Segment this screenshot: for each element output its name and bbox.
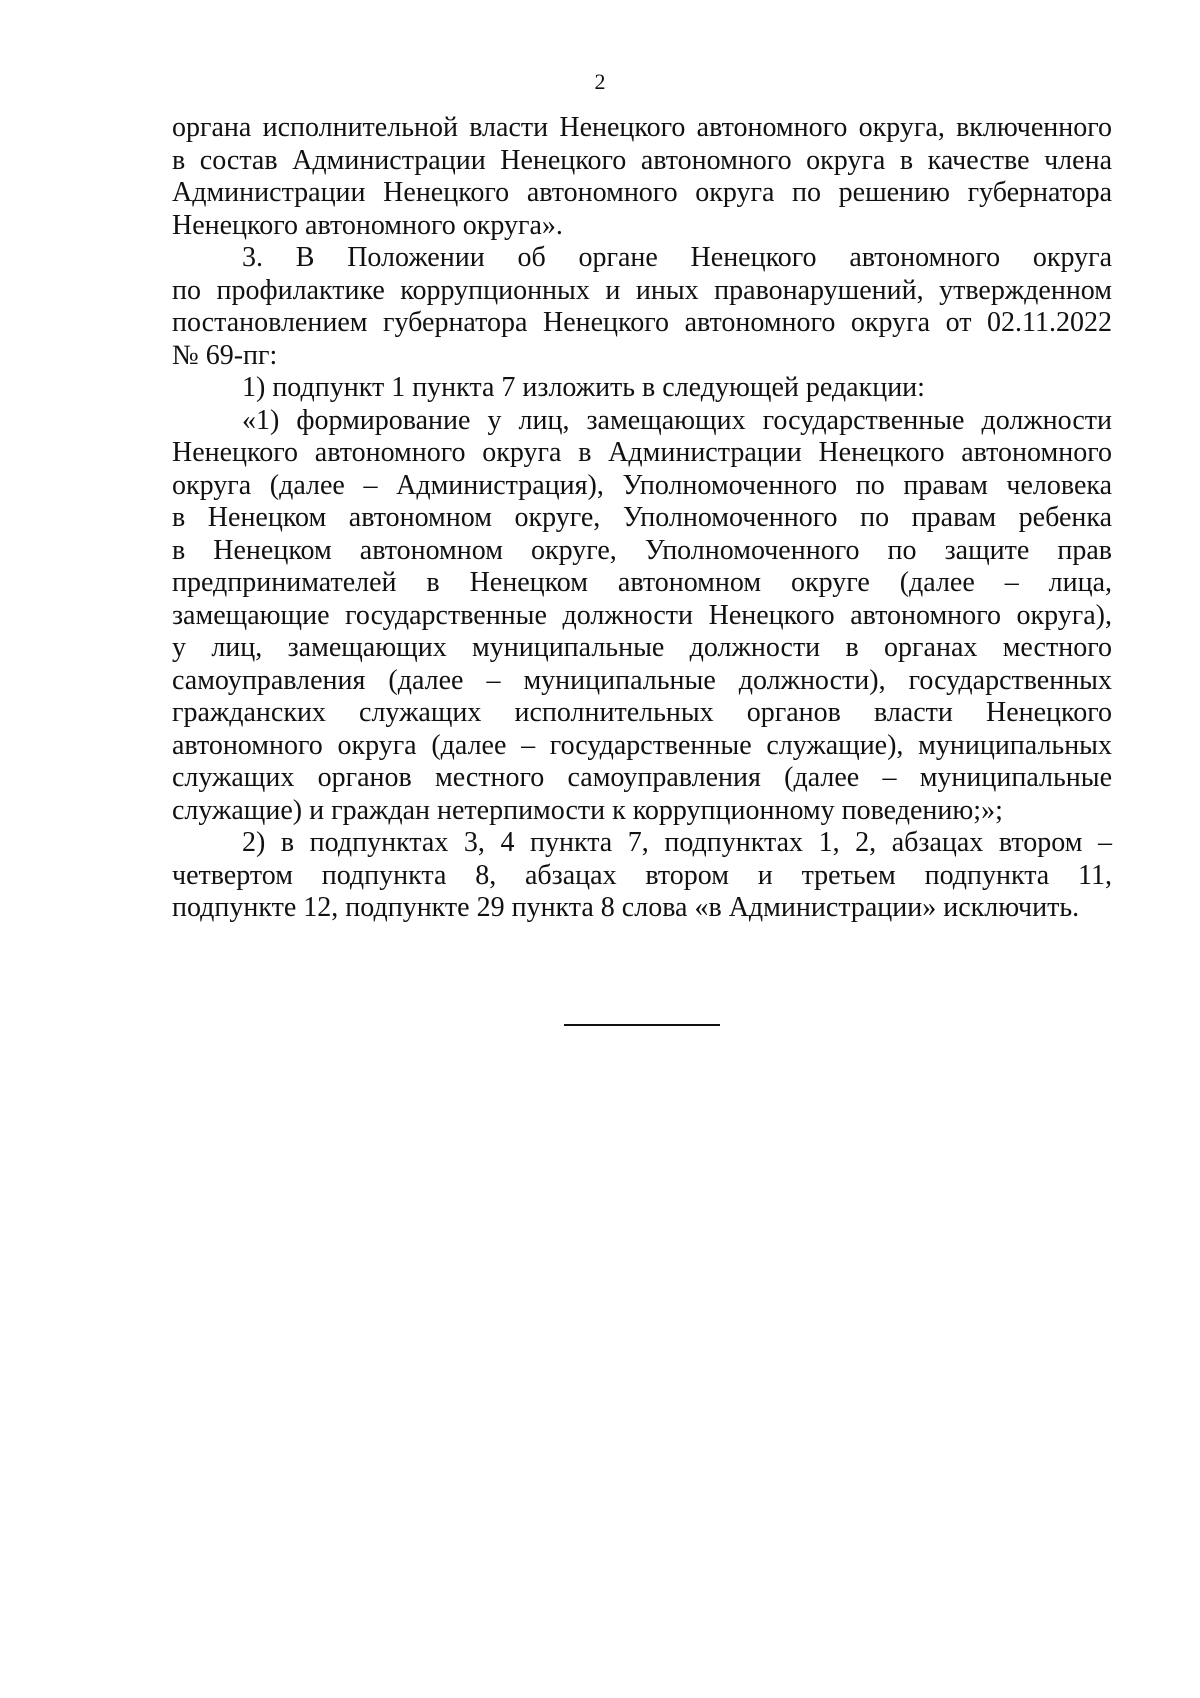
text-line: Ненецкого автономного округа». bbox=[172, 209, 563, 241]
text-line: Администрации Ненецкого автономного округа по решению губернатора bbox=[172, 177, 1112, 208]
end-of-text-rule bbox=[564, 1024, 720, 1026]
text-line: 2) в подпунктах 3, 4 пункта 7, подпунктах 1, 2, абзацах втором – bbox=[242, 827, 1112, 858]
text-line: 1) подпункт 1 пункта 7 изложить в следующей редакции: bbox=[242, 372, 925, 403]
paragraph-item-3 bbox=[172, 242, 1112, 372]
text-line: № 69-пг: bbox=[172, 339, 278, 371]
text-line: служащих органов местного самоуправления (далее – муниципальные bbox=[172, 762, 1112, 793]
text-line: служащие) и граждан нетерпимости к коррупционному поведению;»; bbox=[172, 794, 1003, 826]
text-line: четвертом подпункта 8, абзацах втором и третьем подпункта 11, bbox=[172, 859, 1112, 891]
text-line: предпринимателей в Ненецком автономном округе (далее – лица, bbox=[172, 567, 1112, 598]
text-line: у лиц, замещающих муниципальные должности в органах местного bbox=[172, 632, 1112, 663]
text-line: замещающие государственные должности Ненецкого автономного округа), bbox=[172, 599, 1112, 631]
paragraph-quoted-wording bbox=[172, 405, 1112, 828]
paragraph-subitem-1 bbox=[172, 372, 1112, 405]
text-line: автономного округа (далее – государственные служащие), муниципальных bbox=[172, 729, 1112, 761]
text-line: в состав Администрации Ненецкого автономного округа в качестве члена bbox=[172, 144, 1112, 176]
page-number: 2 bbox=[594, 69, 606, 94]
text-line: «1) формирование у лиц, замещающих государственные должности bbox=[242, 404, 1112, 436]
document-body bbox=[172, 112, 1112, 925]
text-line: постановлением губернатора Ненецкого автономного округа от 02.11.2022 bbox=[172, 307, 1112, 338]
text-line: самоуправления (далее – муниципальные должности), государственных bbox=[172, 664, 1112, 696]
text-line: округа (далее – Администрация), Уполномоченного по правам человека bbox=[172, 469, 1112, 501]
text-line: подпункте 12, подпункте 29 пункта 8 слова «в Администрации» исключить. bbox=[172, 892, 1080, 923]
paragraph-subitem-2 bbox=[172, 827, 1112, 925]
text-line: в Ненецком автономном округе, Уполномоченного по правам ребенка bbox=[172, 502, 1112, 533]
text-line: Ненецкого автономного округа в Администрации Ненецкого автономного bbox=[172, 437, 1112, 468]
text-line: органа исполнительной власти Ненецкого автономного округа, включенного bbox=[172, 112, 1112, 143]
text-line: по профилактике коррупционных и иных правонарушений, утвержденном bbox=[172, 274, 1112, 306]
paragraph-continuation bbox=[172, 112, 1112, 242]
text-line: в Ненецком автономном округе, Уполномоченного по защите прав bbox=[172, 534, 1112, 566]
text-line: 3. В Положении об органе Ненецкого автономного округа bbox=[242, 242, 1112, 273]
text-line: гражданских служащих исполнительных органов власти Ненецкого bbox=[172, 697, 1112, 728]
